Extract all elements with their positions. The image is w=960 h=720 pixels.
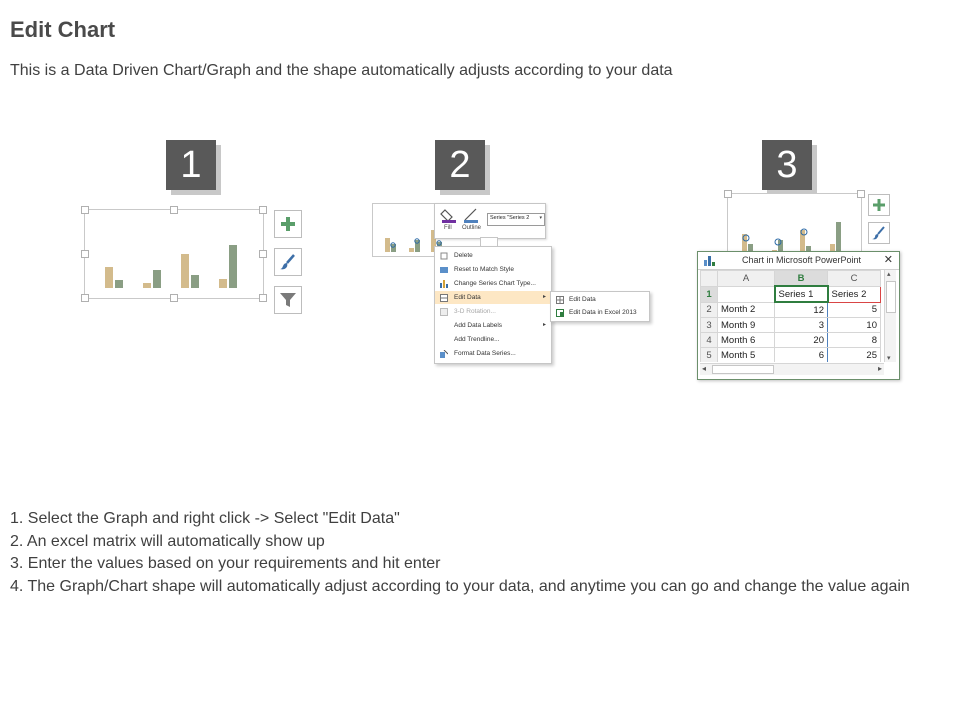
cell[interactable]: 8 [828, 333, 881, 348]
window-titlebar [698, 252, 899, 270]
chart-bar[interactable] [153, 270, 161, 288]
fill-button[interactable] [440, 207, 460, 235]
context-menu-label: Add Data Labels [454, 322, 503, 329]
submenu-label: Edit Data [569, 296, 596, 303]
context-menu-item[interactable] [435, 333, 551, 346]
selected-chart[interactable] [84, 209, 264, 299]
reset-icon [440, 266, 448, 273]
row-header[interactable]: 4 [701, 333, 718, 348]
context-menu-label: Add Trendline... [454, 336, 500, 343]
instructions-list [10, 508, 945, 598]
outline-button[interactable] [462, 207, 488, 235]
sheet-grid [700, 270, 884, 362]
chart-bar[interactable] [115, 280, 123, 288]
row-header[interactable]: 2 [701, 302, 718, 318]
chart-icon [704, 256, 715, 266]
step-badge-2: 2 [435, 140, 485, 190]
cell[interactable]: Series 2 [828, 286, 881, 302]
column-header-c[interactable]: C [828, 271, 881, 287]
context-menu-label: Reset to Match Style [454, 266, 514, 273]
chart-bar[interactable] [229, 245, 237, 288]
close-icon[interactable]: ✕ [883, 254, 893, 266]
cell[interactable]: Month 6 [718, 333, 775, 348]
grid-icon [556, 296, 564, 304]
edit-data-icon [440, 294, 448, 301]
row-header[interactable]: 5 [701, 348, 718, 363]
edit-data-submenu [550, 291, 650, 322]
context-menu-label: Change Series Chart Type... [454, 280, 536, 287]
fill-label: Fill [444, 225, 452, 231]
chart-bar[interactable] [219, 279, 227, 288]
context-menu-item[interactable] [435, 249, 551, 262]
chart-bar[interactable] [143, 283, 151, 288]
scroll-right-icon[interactable]: ▸ [877, 364, 882, 373]
chart-type-icon [440, 280, 448, 287]
instruction-step-1: 1. Select the Graph and right click -> Select "Edit Data" [10, 510, 400, 527]
context-menu-item[interactable] [435, 263, 551, 276]
cell[interactable]: Month 2 [718, 302, 775, 318]
submenu-item-edit-data[interactable] [551, 293, 649, 306]
window-title: Chart in Microsoft PowerPoint [742, 255, 862, 265]
context-menu-item [435, 305, 551, 318]
excel-icon [556, 309, 564, 317]
cell[interactable]: 6 [775, 348, 828, 363]
chart-bar[interactable] [181, 254, 189, 288]
context-menu-item[interactable] [435, 291, 551, 304]
vertical-scrollbar[interactable] [884, 270, 896, 362]
cell[interactable]: Month 9 [718, 318, 775, 333]
scroll-thumb[interactable] [712, 365, 774, 374]
column-header-b[interactable]: B [775, 271, 828, 287]
bar-chart-preview-3 [728, 194, 861, 258]
row-header[interactable]: 1 [701, 286, 718, 302]
instruction-step-2: 2. An excel matrix will automatically show up [10, 532, 325, 550]
context-menu-item[interactable] [435, 277, 551, 290]
chart-elements-button-3[interactable] [868, 194, 890, 216]
select-all-corner[interactable] [701, 271, 718, 287]
cell-active[interactable]: Series 1 [775, 286, 828, 302]
cell[interactable]: 12 [775, 302, 828, 318]
mini-format-toolbar [434, 203, 546, 239]
context-menu-label: Delete [454, 252, 473, 259]
paint-bucket-icon [440, 207, 460, 223]
chart-filters-button[interactable] [274, 286, 302, 314]
cell[interactable]: 20 [775, 333, 828, 348]
cell[interactable]: 3 [775, 318, 828, 333]
submenu-label: Edit Data in Excel 2013 [569, 309, 637, 316]
chevron-right-icon: ▸ [542, 322, 546, 328]
page-subtitle: This is a Data Driven Chart/Graph and the shape automatically adjusts according to your data [10, 62, 673, 79]
chart-elements-button[interactable] [274, 210, 302, 238]
format-icon [440, 350, 448, 357]
rotation-icon [440, 308, 448, 315]
plus-icon [280, 216, 296, 232]
delete-icon [440, 252, 448, 259]
context-menu-item[interactable] [435, 347, 551, 360]
cell[interactable]: 5 [828, 302, 881, 318]
page-title: Edit Chart [10, 17, 116, 42]
outline-label: Outline [462, 225, 482, 231]
context-menu-item[interactable] [435, 319, 551, 332]
row-header[interactable]: 3 [701, 318, 718, 333]
step-badge-1: 1 [166, 140, 216, 190]
cell[interactable]: 10 [828, 318, 881, 333]
chart-styles-button-3[interactable] [868, 222, 890, 244]
pen-outline-icon [462, 207, 482, 223]
bar-chart-preview [85, 210, 263, 298]
brush-icon [279, 253, 297, 271]
context-menu-label: Format Data Series... [454, 350, 516, 357]
chart-bar[interactable] [105, 267, 113, 288]
chevron-right-icon: ▸ [542, 294, 546, 300]
plus-icon [873, 199, 885, 211]
excel-data-window [697, 251, 900, 380]
instruction-step-4: 4. The Graph/Chart shape will automatically adjust according to your data, and anytime you can go and change the value again [10, 577, 910, 595]
scroll-left-icon[interactable]: ◂ [702, 364, 707, 373]
context-menu [434, 246, 552, 364]
scroll-down-icon[interactable]: ▾ [887, 355, 891, 362]
chart-bar[interactable] [191, 275, 199, 288]
submenu-item-edit-in-excel[interactable] [551, 306, 649, 319]
chevron-down-icon: ▾ [539, 215, 542, 221]
horizontal-scrollbar[interactable] [700, 363, 884, 375]
instruction-step-3: 3. Enter the values based on your requirements and hit enter [10, 555, 441, 572]
cell[interactable]: 25 [828, 348, 881, 363]
cell[interactable] [718, 286, 775, 302]
context-menu-label: Edit Data [454, 294, 481, 301]
cell[interactable]: Month 5 [718, 348, 775, 363]
selected-chart-3[interactable] [727, 193, 862, 259]
scroll-up-icon[interactable]: ▴ [887, 271, 891, 278]
scroll-thumb[interactable] [886, 281, 896, 313]
chart-styles-button[interactable] [274, 248, 302, 276]
filter-icon [279, 291, 297, 309]
step-badge-3: 3 [762, 140, 812, 190]
context-menu-label: 3-D Rotation... [454, 308, 496, 315]
brush-icon [872, 226, 886, 240]
series-select[interactable] [487, 213, 545, 226]
series-select-value: Series "Series 2 [490, 215, 530, 221]
column-header-a[interactable]: A [718, 271, 775, 287]
